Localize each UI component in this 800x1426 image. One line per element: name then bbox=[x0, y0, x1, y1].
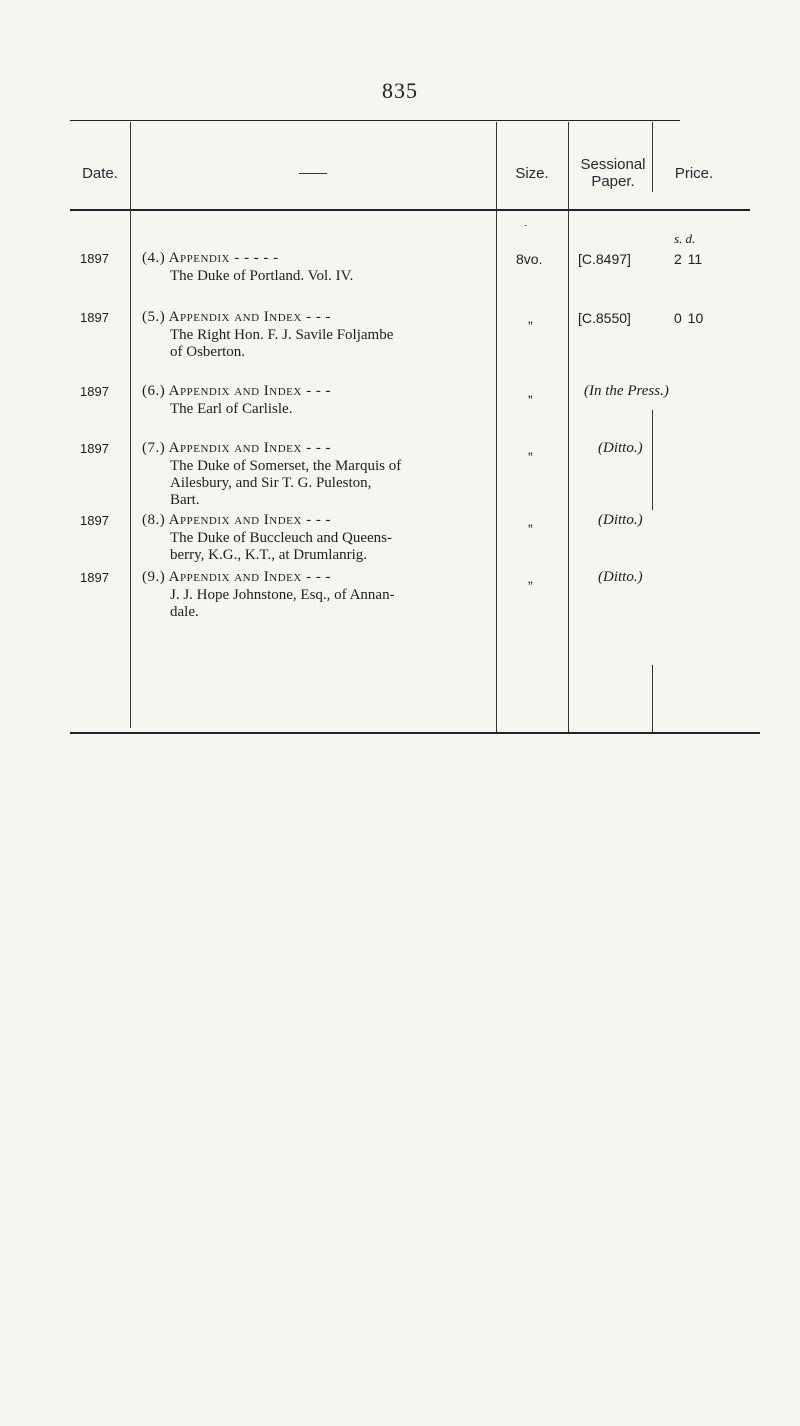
row-size: „ bbox=[528, 441, 533, 457]
row-title: (9.) Appendix and Index - - - bbox=[142, 569, 332, 585]
row-description: The Duke of Portland. Vol. IV. bbox=[170, 268, 354, 284]
row-paper: [C.8497] bbox=[578, 251, 631, 267]
row-size: „ bbox=[528, 513, 533, 529]
header-size: Size. bbox=[515, 165, 549, 182]
row-size: „ bbox=[528, 570, 533, 586]
row-title: (6.) Appendix and Index - - - bbox=[142, 383, 332, 399]
row-date: 1897 bbox=[80, 441, 109, 456]
header-sessional-paper: Sessional Paper. bbox=[580, 156, 646, 190]
row-date: 1897 bbox=[80, 384, 109, 399]
row-description: J. J. Hope Johnstone, Esq., of Annan- dale. bbox=[170, 587, 395, 620]
records-table bbox=[70, 120, 790, 730]
row-paper: (Ditto.) bbox=[598, 512, 643, 528]
row-title: (7.) Appendix and Index - - - bbox=[142, 440, 332, 456]
row-title: (4.) Appendix - - - - - bbox=[142, 250, 279, 266]
row-size: „ bbox=[528, 310, 533, 326]
header-price: Price. bbox=[674, 165, 714, 182]
price-units: s. d. bbox=[674, 231, 696, 246]
column-divider-paper-lower bbox=[652, 410, 653, 510]
row-price: 2 11 bbox=[674, 251, 703, 267]
row-paper: (In the Press.) bbox=[584, 383, 669, 399]
row-paper: [C.8550] bbox=[578, 310, 631, 326]
page-number: 835 bbox=[382, 78, 418, 103]
column-divider-title bbox=[496, 122, 497, 732]
column-divider-paper bbox=[652, 122, 653, 192]
table-bottom-rule bbox=[70, 732, 760, 734]
header-bottom-rule bbox=[70, 209, 750, 211]
row-description: The Earl of Carlisle. bbox=[170, 401, 293, 417]
row-size: 8vo. bbox=[516, 251, 543, 267]
column-divider-date bbox=[130, 122, 131, 728]
header-date: Date. bbox=[82, 165, 118, 182]
row-size: „ bbox=[528, 384, 533, 400]
row-price: 0 10 bbox=[674, 310, 704, 326]
stray-mark: - bbox=[524, 220, 528, 231]
row-title: (8.) Appendix and Index - - - bbox=[142, 512, 332, 528]
row-paper: (Ditto.) bbox=[598, 569, 643, 585]
row-date: 1897 bbox=[80, 310, 109, 325]
table-top-rule bbox=[70, 120, 680, 121]
header-title: —— bbox=[299, 164, 327, 180]
row-description: The Right Hon. F. J. Savile Foljambe of Osberton. bbox=[170, 327, 394, 360]
row-description: The Duke of Somerset, the Marquis of Ailesbury, and Sir T. G. Puleston, Bart. bbox=[170, 458, 402, 508]
row-description: The Duke of Buccleuch and Queens- berry, K.G., K.T., at Drumlanrig. bbox=[170, 530, 392, 563]
row-paper: (Ditto.) bbox=[598, 440, 643, 456]
row-date: 1897 bbox=[80, 513, 109, 528]
row-date: 1897 bbox=[80, 251, 109, 266]
row-date: 1897 bbox=[80, 570, 109, 585]
column-divider-paper-bottom bbox=[652, 665, 653, 732]
column-divider-size bbox=[568, 122, 569, 732]
row-title: (5.) Appendix and Index - - - bbox=[142, 309, 332, 325]
